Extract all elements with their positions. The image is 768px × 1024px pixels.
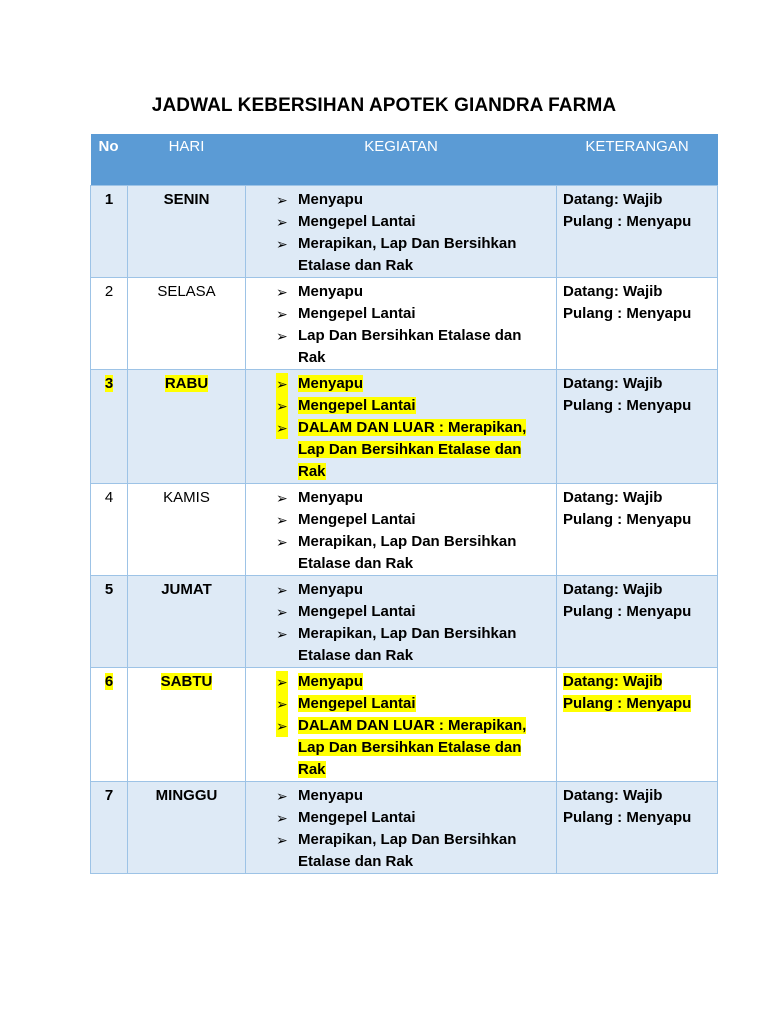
activity-text: DALAM DAN LUAR : Merapikan, Lap Dan Bersihkan Etalase dan Rak bbox=[298, 717, 527, 778]
activity-text: Menyapu bbox=[298, 581, 364, 598]
note-departure: Pulang : Menyapu bbox=[563, 511, 692, 528]
activity-text: Menyapu bbox=[298, 191, 364, 208]
activity-item bbox=[276, 785, 550, 807]
arrowhead-bullet-icon: ➢ bbox=[276, 373, 288, 395]
activity-item bbox=[276, 417, 550, 483]
arrowhead-bullet-icon: ➢ bbox=[276, 604, 288, 620]
row-day bbox=[128, 278, 246, 370]
table-row bbox=[91, 484, 718, 576]
activity-text: Menyapu bbox=[298, 489, 364, 506]
row-number-text: 3 bbox=[104, 375, 114, 392]
activity-text: Merapikan, Lap Dan Bersihkan Etalase dan Rak bbox=[298, 831, 517, 870]
activity-text: Mengepel Lantai bbox=[298, 809, 416, 826]
note-arrival: Datang: Wajib bbox=[563, 489, 663, 506]
activity-item bbox=[276, 579, 550, 601]
row-day-text: SELASA bbox=[157, 283, 216, 300]
activity-text: Mengepel Lantai bbox=[298, 603, 416, 620]
row-day-text: JUMAT bbox=[161, 581, 212, 598]
row-day-text: MINGGU bbox=[155, 787, 218, 804]
activity-text: Mengepel Lantai bbox=[298, 305, 416, 322]
arrowhead-bullet-icon: ➢ bbox=[276, 490, 288, 506]
activity-text: Menyapu bbox=[298, 787, 364, 804]
row-number-text: 6 bbox=[104, 673, 114, 690]
row-day bbox=[128, 576, 246, 668]
row-notes bbox=[557, 370, 718, 484]
document-title: JADWAL KEBERSIHAN APOTEK GIANDRA FARMA bbox=[151, 95, 617, 116]
row-activities bbox=[246, 576, 557, 668]
row-day bbox=[128, 370, 246, 484]
note-arrival: Datang: Wajib bbox=[563, 673, 663, 690]
row-activities bbox=[246, 782, 557, 874]
arrowhead-bullet-icon: ➢ bbox=[276, 671, 288, 693]
activity-item bbox=[276, 671, 550, 693]
activity-item bbox=[276, 531, 550, 575]
row-day-text: RABU bbox=[164, 375, 209, 392]
note-arrival: Datang: Wajib bbox=[563, 283, 663, 300]
note-departure: Pulang : Menyapu bbox=[563, 213, 692, 230]
activity-text: Mengepel Lantai bbox=[298, 397, 416, 414]
note-arrival: Datang: Wajib bbox=[563, 375, 663, 392]
row-day-text: KAMIS bbox=[163, 489, 210, 506]
arrowhead-bullet-icon: ➢ bbox=[276, 236, 288, 252]
row-notes bbox=[557, 186, 718, 278]
arrowhead-bullet-icon: ➢ bbox=[276, 214, 288, 230]
activity-item bbox=[276, 281, 550, 303]
arrowhead-bullet-icon: ➢ bbox=[276, 626, 288, 642]
header-hari: HARI bbox=[128, 134, 246, 186]
row-activities bbox=[246, 278, 557, 370]
table-header bbox=[91, 134, 718, 186]
header-keterangan: KETERANGAN bbox=[557, 134, 718, 186]
arrowhead-bullet-icon: ➢ bbox=[276, 534, 288, 550]
activity-item bbox=[276, 715, 550, 781]
row-number bbox=[91, 370, 128, 484]
row-number-text: 2 bbox=[104, 283, 114, 300]
activity-text: Menyapu bbox=[298, 375, 364, 392]
activity-text: Mengepel Lantai bbox=[298, 695, 416, 712]
activity-text: Merapikan, Lap Dan Bersihkan Etalase dan Rak bbox=[298, 533, 517, 572]
arrowhead-bullet-icon: ➢ bbox=[276, 328, 288, 344]
arrowhead-bullet-icon: ➢ bbox=[276, 395, 288, 417]
activity-item bbox=[276, 395, 550, 417]
header-row bbox=[91, 134, 718, 186]
row-number bbox=[91, 278, 128, 370]
row-activities bbox=[246, 668, 557, 782]
row-number bbox=[91, 484, 128, 576]
activity-item bbox=[276, 233, 550, 277]
activity-item bbox=[276, 509, 550, 531]
row-number-text: 7 bbox=[104, 787, 114, 804]
activity-text: Menyapu bbox=[298, 283, 364, 300]
row-number bbox=[91, 576, 128, 668]
activity-text: Mengepel Lantai bbox=[298, 213, 416, 230]
note-arrival: Datang: Wajib bbox=[563, 787, 663, 804]
activity-item bbox=[276, 623, 550, 667]
note-departure: Pulang : Menyapu bbox=[563, 809, 692, 826]
row-day bbox=[128, 186, 246, 278]
activity-text: Merapikan, Lap Dan Bersihkan Etalase dan Rak bbox=[298, 235, 517, 274]
arrowhead-bullet-icon: ➢ bbox=[276, 693, 288, 715]
row-activities bbox=[246, 484, 557, 576]
row-activities bbox=[246, 370, 557, 484]
row-number-text: 4 bbox=[104, 489, 114, 506]
table-row bbox=[91, 782, 718, 874]
note-arrival: Datang: Wajib bbox=[563, 191, 663, 208]
activity-text: DALAM DAN LUAR : Merapikan, Lap Dan Bersihkan Etalase dan Rak bbox=[298, 419, 527, 480]
row-notes bbox=[557, 576, 718, 668]
row-day bbox=[128, 484, 246, 576]
activity-text: Menyapu bbox=[298, 673, 364, 690]
activity-item bbox=[276, 211, 550, 233]
activity-text: Lap Dan Bersihkan Etalase dan Rak bbox=[298, 327, 522, 366]
table-row bbox=[91, 370, 718, 484]
note-departure: Pulang : Menyapu bbox=[563, 603, 692, 620]
arrowhead-bullet-icon: ➢ bbox=[276, 582, 288, 598]
row-notes bbox=[557, 668, 718, 782]
arrowhead-bullet-icon: ➢ bbox=[276, 417, 288, 439]
row-number bbox=[91, 668, 128, 782]
row-day-text: SABTU bbox=[160, 673, 213, 690]
activity-item bbox=[276, 189, 550, 211]
header-no: No bbox=[91, 134, 128, 186]
note-departure: Pulang : Menyapu bbox=[563, 305, 692, 322]
row-number-text: 5 bbox=[104, 581, 114, 598]
row-day-text: SENIN bbox=[163, 191, 210, 208]
row-day bbox=[128, 668, 246, 782]
row-notes bbox=[557, 484, 718, 576]
row-number bbox=[91, 186, 128, 278]
activity-item bbox=[276, 487, 550, 509]
activity-text: Merapikan, Lap Dan Bersihkan Etalase dan Rak bbox=[298, 625, 517, 664]
arrowhead-bullet-icon: ➢ bbox=[276, 306, 288, 322]
arrowhead-bullet-icon: ➢ bbox=[276, 788, 288, 804]
activity-item bbox=[276, 693, 550, 715]
table-row bbox=[91, 668, 718, 782]
cleaning-schedule-table bbox=[90, 134, 718, 874]
note-arrival: Datang: Wajib bbox=[563, 581, 663, 598]
row-notes bbox=[557, 278, 718, 370]
activity-item bbox=[276, 807, 550, 829]
activity-item bbox=[276, 829, 550, 873]
row-day bbox=[128, 782, 246, 874]
activity-item bbox=[276, 601, 550, 623]
table-row bbox=[91, 186, 718, 278]
arrowhead-bullet-icon: ➢ bbox=[276, 284, 288, 300]
row-notes bbox=[557, 782, 718, 874]
row-activities bbox=[246, 186, 557, 278]
row-number-text: 1 bbox=[104, 191, 114, 208]
note-departure: Pulang : Menyapu bbox=[563, 397, 692, 414]
activity-item bbox=[276, 325, 550, 369]
activity-item bbox=[276, 373, 550, 395]
header-kegiatan: KEGIATAN bbox=[246, 134, 557, 186]
table-row bbox=[91, 278, 718, 370]
arrowhead-bullet-icon: ➢ bbox=[276, 192, 288, 208]
arrowhead-bullet-icon: ➢ bbox=[276, 512, 288, 528]
activity-item bbox=[276, 303, 550, 325]
row-number bbox=[91, 782, 128, 874]
table-row bbox=[91, 576, 718, 668]
arrowhead-bullet-icon: ➢ bbox=[276, 810, 288, 826]
note-departure: Pulang : Menyapu bbox=[563, 695, 692, 712]
activity-text: Mengepel Lantai bbox=[298, 511, 416, 528]
arrowhead-bullet-icon: ➢ bbox=[276, 832, 288, 848]
arrowhead-bullet-icon: ➢ bbox=[276, 715, 288, 737]
